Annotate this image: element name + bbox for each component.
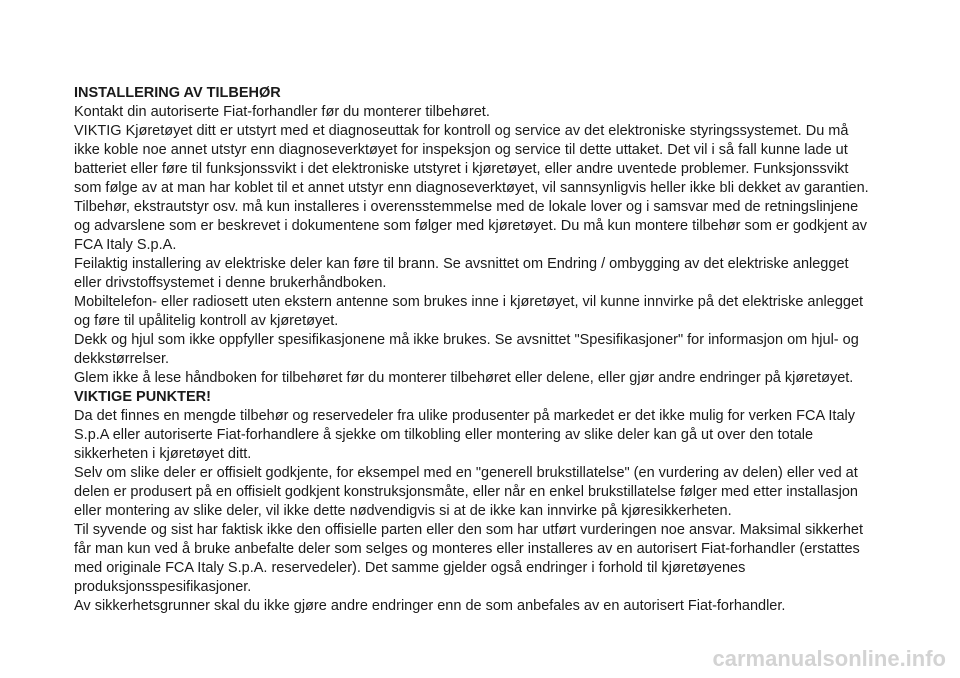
paragraph: Mobiltelefon- eller radiosett uten ekstern antenne som brukes inne i kjøretøyet, vil kunne innvirke på det elektriske anlegget og føre til upålitelig kontroll av kjøretøyet. [74,294,864,329]
paragraph: Tilbehør, ekstrautstyr osv. må kun installeres i overensstemmelse med de lokale lover og i samsvar med de retningslinjene og advarslene som er beskrevet i dokumentene som følger med kjøretøyet. Du må kun montere tilbehør som er godkjent av FCA Italy S.p.A. [74,199,868,253]
section-heading-accessories: INSTALLERING AV TILBEHØR [74,85,281,101]
paragraph: Da det finnes en mengde tilbehør og reservedeler fra ulike produsenter på markedet er det ikke mulig for verken FCA Italy S.p.A eller autoriserte Fiat-forhandlere å sjekke om tilkobling eller montering av slike deler kan gå ut over den totale sikkerheten i kjøretøyet ditt. [74,408,855,462]
paragraph: VIKTIG Kjøretøyet ditt er utstyrt med et diagnoseuttak for kontroll og service av det elektroniske styringssystemet. Du må ikke koble noe annet utstyr enn diagnoseverktøyet for inspeksjon og service til dette uttaket. Det vil i så fall kunne lade ut batteriet eller føre til funksjonssvikt i det elektroniske utstyret i kjøretøyet, eller andre uventede problemer. Funksjonssvikt som følge av at man har koblet til et annet utstyr enn diagnoseverktøyet, vil sannsynligvis heller ikke bli dekket av garantien. [74,123,869,196]
document-body [74,84,874,616]
section-heading-important-points: VIKTIGE PUNKTER! [74,389,211,405]
paragraph: Av sikkerhetsgrunner skal du ikke gjøre andre endringer enn de som anbefales av en autorisert Fiat-forhandler. [74,598,786,614]
paragraph: Glem ikke å lese håndboken for tilbehøret før du monterer tilbehøret eller delene, eller gjør andre endringer på kjøretøyet. [74,370,854,386]
paragraph: Selv om slike deler er offisielt godkjente, for eksempel med en "generell brukstillatelse" (en vurdering av delen) eller ved at delen er produsert på en offisielt godkjent konstruksjonsmåte, eller når en enkel brukstillatelse følger med etter installasjon eller montering av slike deler, vil ikke dette nødvendigvis si at de ikke kan innvirke på kjøresikkerheten. [74,465,858,519]
paragraph: Kontakt din autoriserte Fiat-forhandler før du monterer tilbehøret. [74,104,490,120]
paragraph: Dekk og hjul som ikke oppfyller spesifikasjonene må ikke brukes. Se avsnittet "Spesifikasjoner" for informasjon om hjul- og dekkstørrelser. [74,332,859,367]
paragraph: Til syvende og sist har faktisk ikke den offisielle parten eller den som har utført vurderingen noe ansvar. Maksimal sikkerhet får man kun ved å bruke anbefalte deler som selges og monteres eller installeres av en autorisert Fiat-forhandler (erstattes med originale FCA Italy S.p.A. reservedeler). Det samme gjelder også endringer i forhold til kjøretøyenes produksjonsspesifikasjoner. [74,522,864,595]
paragraph: Feilaktig installering av elektriske deler kan føre til brann. Se avsnittet om Endring / ombygging av det elektriske anlegget eller drivstoffsystemet i denne brukerhåndboken. [74,256,849,291]
watermark: carmanualsonline.info [712,646,946,671]
